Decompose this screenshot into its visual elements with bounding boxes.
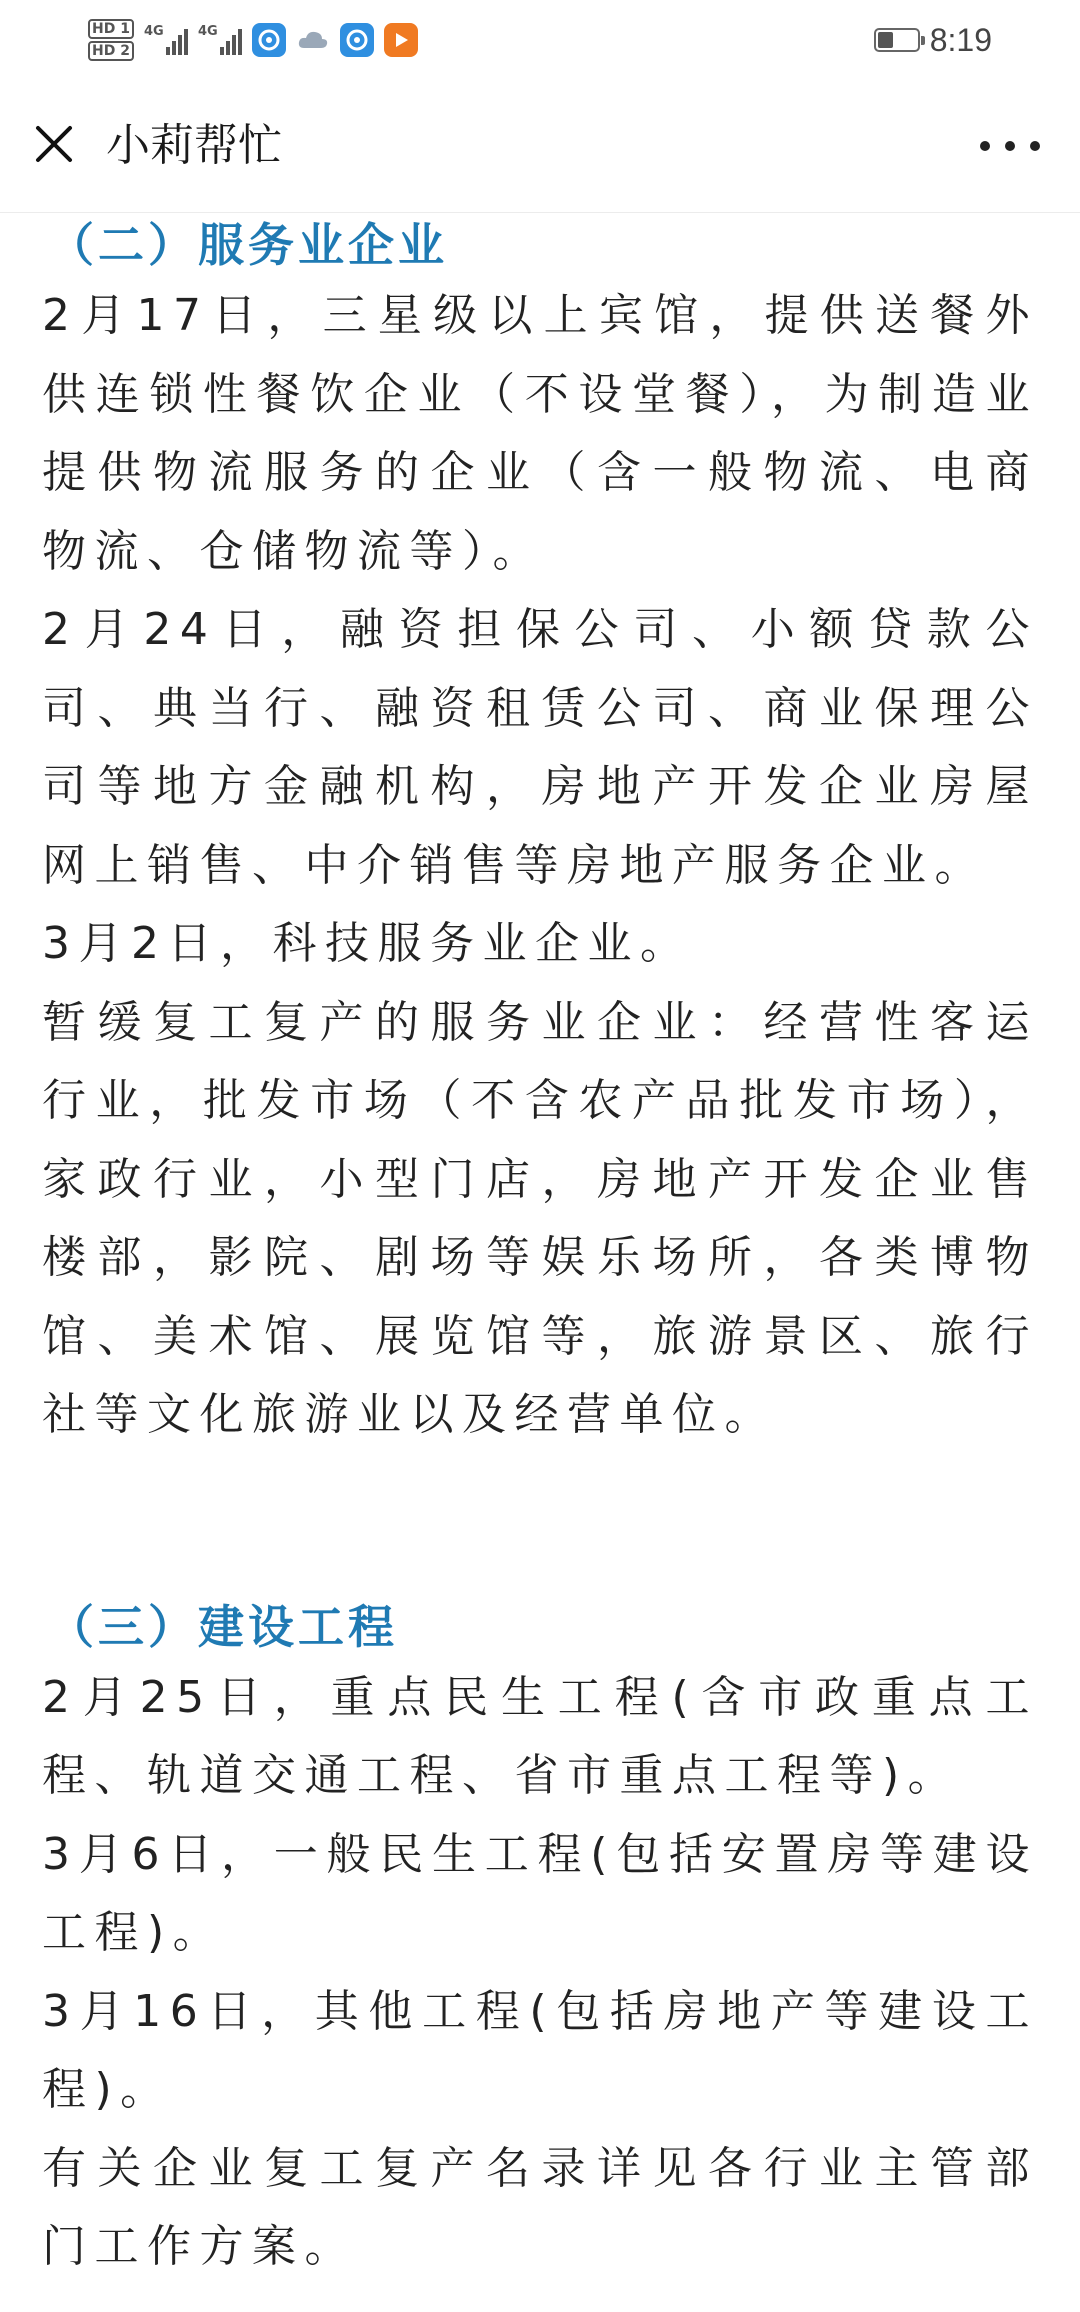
video-app-icon (384, 23, 418, 57)
paragraph: 2月25日，重点民生工程(含市政重点工程、轨道交通工程、省市重点工程等)。 (42, 1671, 1038, 1801)
status-bar (0, 0, 1080, 80)
more-options-button[interactable] (980, 126, 1040, 166)
close-icon (28, 118, 80, 170)
battery-level (878, 32, 893, 48)
hd-indicator (88, 19, 134, 61)
close-button[interactable] (28, 118, 80, 170)
article-body (42, 213, 1038, 2287)
section-heading-construction: （三）建设工程 (48, 1599, 398, 1654)
hd1-label: HD 1 (88, 19, 134, 39)
status-bar-left (88, 14, 418, 66)
hd2-label: HD 2 (88, 41, 134, 61)
cloud-icon (296, 23, 330, 57)
paragraph: 3月6日，一般民生工程(包括安置房等建设工程)。 (42, 1828, 1038, 1958)
section-heading-services: （二）服务业企业 (48, 218, 448, 272)
signal-icon-sim2 (198, 25, 242, 55)
paragraph: 2月24日，融资担保公司、小额贷款公司、典当行、融资租赁公司、商业保理公司等地方金融机构，房地产开发企业房屋网上销售、中介销售等房地产服务企业。 (42, 604, 1038, 891)
article-content[interactable] (0, 213, 1080, 2312)
more-dot-icon (1030, 141, 1040, 151)
paragraph: 3月16日，其他工程(包括房地产等建设工程)。 (42, 1985, 1038, 2115)
signal-icon-sim1 (144, 25, 188, 55)
more-dot-icon (1005, 141, 1015, 151)
more-dot-icon (980, 141, 990, 151)
paragraph: 3月2日，科技服务业企业。 (42, 918, 693, 969)
app-notification-icon (252, 23, 286, 57)
battery-icon (874, 28, 920, 52)
section-spacer (42, 1455, 1038, 1595)
clock: 8:19 (929, 21, 992, 58)
paragraph: 暂缓复工复产的服务业企业：经营性客运行业，批发市场（不含农产品批发市场），家政行业，小型门店，房地产开发企业售楼部，影院、剧场等娱乐场所，各类博物馆、美术馆、展览馆等，旅游景区、旅行社等文化旅游业以及经营单位。 (42, 996, 1038, 1440)
top-navigation-bar (0, 80, 1080, 213)
page-title: 小莉帮忙 (106, 120, 282, 171)
status-bar-right (874, 18, 992, 62)
app-notification-icon-2 (340, 23, 374, 57)
paragraph: 2月17日，三星级以上宾馆，提供送餐外供连锁性餐饮企业（不设堂餐），为制造业提供物流服务的企业（含一般物流、电商物流、仓储物流等）。 (42, 290, 1038, 577)
network-type-sim1: 4G (143, 24, 164, 39)
paragraph: 有关企业复工复产名录详见各行业主管部门工作方案。 (42, 2142, 1038, 2272)
network-type-sim2: 4G (197, 24, 218, 39)
